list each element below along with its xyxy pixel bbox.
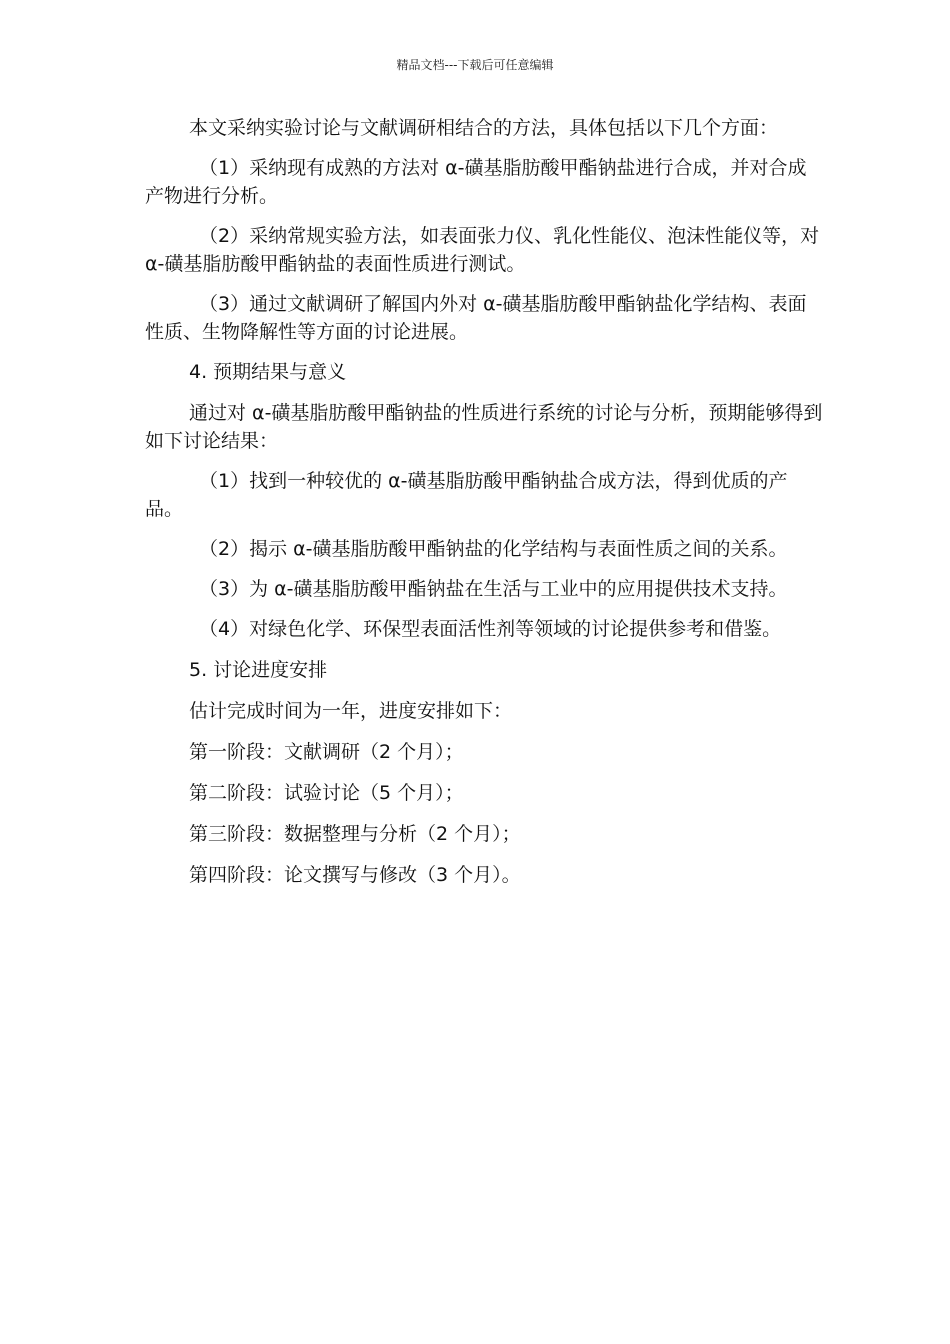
page-header: 精品文档---下载后可任意编辑 (396, 58, 554, 72)
section-heading-5: 5. 讨论进度安排 (189, 659, 328, 681)
paragraph-result-4: （4）对绿色化学、环保型表面活性剂等领域的讨论提供参考和借鉴。 (199, 618, 782, 640)
paragraph-intro: 本文采纳实验讨论与文献调研相结合的方法，具体包括以下几个方面： (189, 117, 779, 139)
paragraph-result-1: （1）找到一种较优的 α-磺基脂肪酸甲酯钠盐合成方法，得到优质的产品。 (145, 470, 788, 520)
schedule-stage-1: 第一阶段：文献调研（2 个月）； (189, 741, 464, 763)
paragraph-schedule-intro: 估计完成时间为一年，进度安排如下： (189, 700, 513, 722)
paragraph-result-2: （2）揭示 α-磺基脂肪酸甲酯钠盐的化学结构与表面性质之间的关系。 (199, 538, 788, 560)
paragraph-result-3: （3）为 α-磺基脂肪酸甲酯钠盐在生活与工业中的应用提供技术支持。 (199, 578, 788, 600)
document-body (145, 114, 825, 902)
paragraph-item-2: （2）采纳常规实验方法，如表面张力仪、乳化性能仪、泡沫性能仪等，对 α-磺基脂肪酸甲酯钠盐的表面性质进行测试。 (145, 225, 820, 275)
paragraph-item-1: （1）采纳现有成熟的方法对 α-磺基脂肪酸甲酯钠盐进行合成，并对合成产物进行分析。 (145, 157, 807, 207)
schedule-stage-2: 第二阶段：试验讨论（5 个月）； (189, 782, 464, 804)
paragraph-results-intro: 通过对 α-磺基脂肪酸甲酯钠盐的性质进行系统的讨论与分析，预期能够得到如下讨论结果： (145, 402, 823, 452)
paragraph-item-3: （3）通过文献调研了解国内外对 α-磺基脂肪酸甲酯钠盐化学结构、表面性质、生物降解性等方面的讨论进展。 (145, 293, 807, 343)
schedule-stage-4: 第四阶段：论文撰写与修改（3 个月）。 (189, 864, 521, 886)
schedule-stage-3: 第三阶段：数据整理与分析（2 个月）； (189, 823, 521, 845)
section-heading-4: 4. 预期结果与意义 (189, 361, 347, 383)
